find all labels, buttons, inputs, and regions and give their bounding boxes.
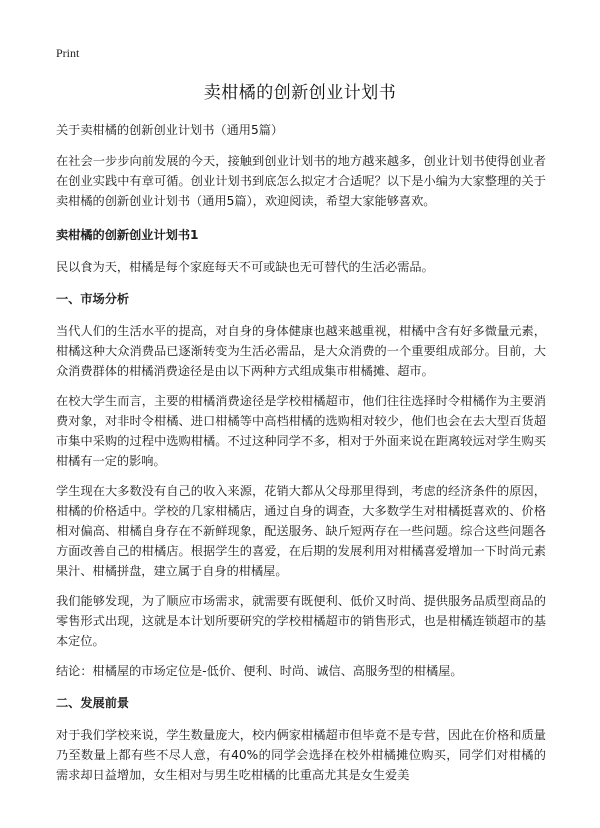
intro-paragraph: 在社会一步步向前发展的今天，接触到创业计划书的地方越来越多，创业计划书使得创业者在创业实践中有章可循。创业计划书到底怎么拟定才合适呢？以下是小编为大家整理的关于卖柑橘的创新创业计划书（通用5篇），欢迎阅读，希望大家能够喜欢。 <box>56 154 546 208</box>
document-subtitle: 关于卖柑橘的创新创业计划书（通用5篇） <box>56 123 284 137</box>
section-heading: 卖柑橘的创新创业计划书1 <box>56 228 199 242</box>
page-title: 卖柑橘的创新创业计划书 <box>203 83 397 103</box>
market-analysis-heading: 一、市场分析 <box>56 292 130 306</box>
market-paragraph: 当代人们的生活水平的提高，对自身的身体健康也越来越重视，柑橘中含有好多微量元素，柑橘这种大众消费品已逐渐转变为生活必需品，是大众消费的一个重要组成部分。目前，大众消费群体的柑橘消费途径是由以下两种方式组成集市柑橘摊、超市。 <box>56 324 546 378</box>
print-link[interactable]: Print <box>56 46 80 60</box>
lead-paragraph: 民以食为天，柑橘是每个家庭每天不可或缺也无可替代的生活必需品。 <box>56 260 434 274</box>
prospect-paragraph: 对于我们学校来说，学生数量庞大，校内俩家柑橘超市但毕竟不是专营，因此在价格和质量乃至数量上都有些不尽人意，有40%的同学会选择在校外柑橘摊位购买，同学们对柑橘的需求却日益增加，女生相对与男生吃柑橘的比重高尤其是女生爱美 <box>56 728 546 782</box>
market-paragraph: 学生现在大多数没有自己的收入来源，花销大都从父母那里得到，考虑的经济条件的原因，柑橘的价格适中。学校的几家柑橘店，通过自身的调查，大多数学生对柑橘挺喜欢的、价格相对偏高、柑橘自身存在不新鲜现象，配送服务、缺斤短两存在一些问题。综合这些问题各方面改善自己的柑橘店。根据学生的喜爱，在后期的发展利用对柑橘喜爱增加一下时尚元素果汁、柑橘拼盘，建立属于自身的柑橘屋。 <box>56 484 546 578</box>
prospect-heading: 二、发展前景 <box>56 696 130 710</box>
market-paragraph: 我们能够发现，为了顺应市场需求，就需要有既便利、低价又时尚、提供服务品质型商品的零售形式出现，这就是本计划所要研究的学校柑橘超市的销售形式，也是柑橘连锁超市的基本定位。 <box>56 594 546 648</box>
market-conclusion: 结论：柑橘屋的市场定位是-低价、便利、时尚、诚信、高服务型的柑橘屋。 <box>56 664 463 678</box>
market-paragraph: 在校大学生而言，主要的柑橘消费途径是学校柑橘超市，他们往往选择时令柑橘作为主要消费对象，对非时令柑橘、进口柑橘等中高档柑橘的选购相对较少，他们也会在去大型百货超市集中采购的过程中选购柑橘。不过这种同学不多，相对于外面来说在距离较远对学生购买柑橘有一定的影响。 <box>56 394 546 468</box>
document-body <box>56 120 546 795</box>
